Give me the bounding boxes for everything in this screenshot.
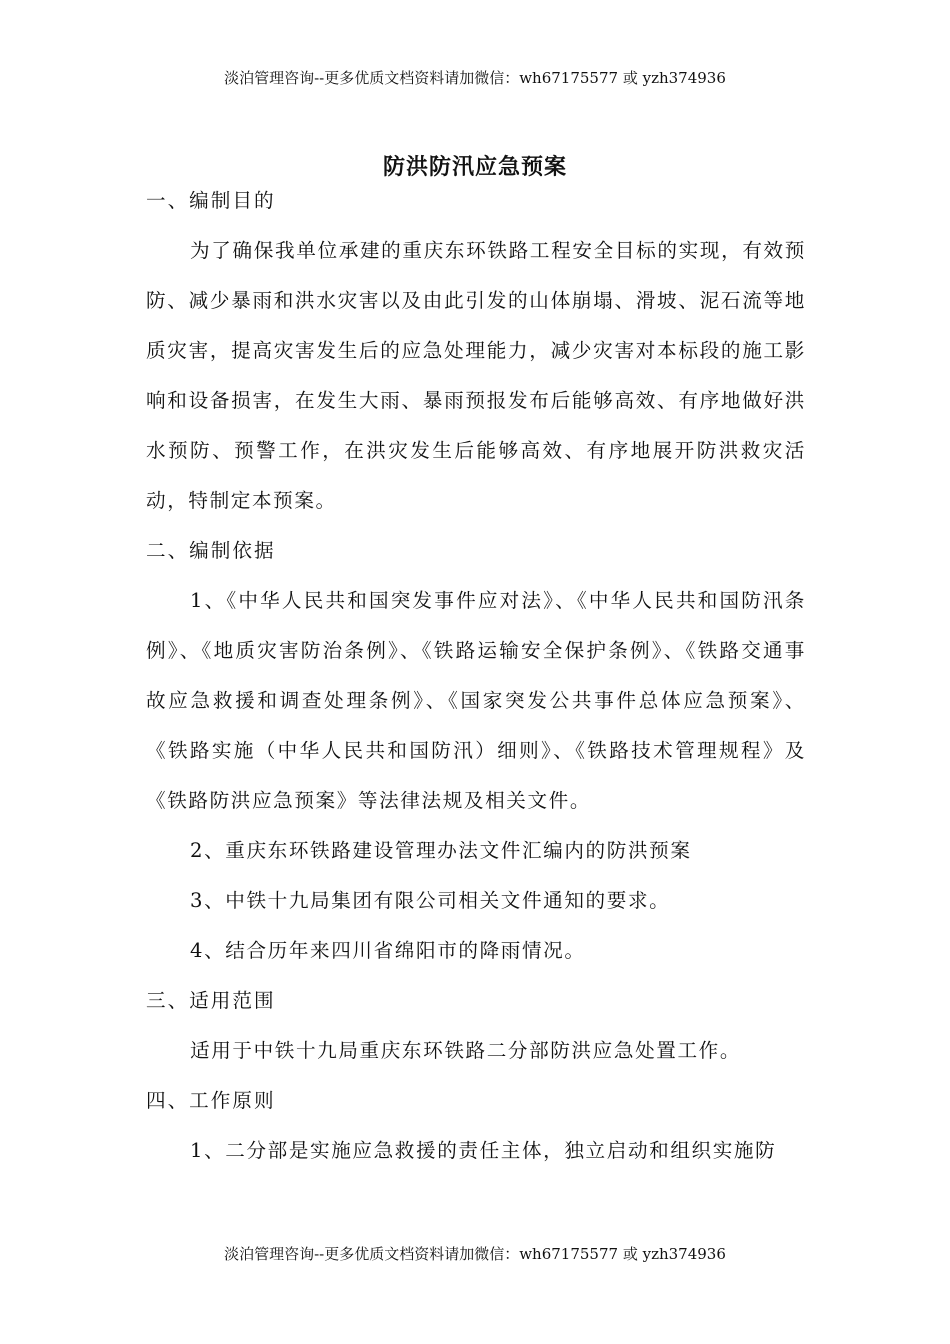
- basis-item: 1、《中华人民共和国突发事件应对法》、《中华人民共和国防汛条例》、《地质灾害防治条例》、《铁路运输安全保护条例》、《铁路交通事故应急救援和调查处理条例》、《国家突发公共事件总体应急预案》、《铁路实施（中华人民共和国防汛）细则》、《铁路技术管理规程》及《铁路防洪应急预案》等法律法规及相关文件。: [146, 589, 806, 812]
- document-title: 防洪防汛应急预案: [382, 153, 567, 180]
- document-body: [146, 176, 806, 1176]
- scope-paragraph: 适用于中铁十九局重庆东环铁路二分部防洪应急处置工作。: [190, 1039, 742, 1062]
- basis-item: 2、重庆东环铁路建设管理办法文件汇编内的防洪预案: [190, 839, 692, 862]
- purpose-paragraph: 为了确保我单位承建的重庆东环铁路工程安全目标的实现，有效预防、减少暴雨和洪水灾害以及由此引发的山体崩塌、滑坡、泥石流等地质灾害，提高灾害发生后的应急处理能力，减少灾害对本标段的施工影响和设备损害，在发生大雨、暴雨预报发布后能够高效、有序地做好洪水预防、预警工作，在洪灾发生后能够高效、有序地展开防洪救灾活动，特制定本预案。: [146, 239, 806, 512]
- section-heading-purpose: 一、编制目的: [146, 189, 276, 212]
- principle-item: 1、二分部是实施应急救援的责任主体，独立启动和组织实施防: [190, 1139, 777, 1162]
- section-heading-basis: 二、编制依据: [146, 539, 276, 562]
- basis-item: 3、中铁十九局集团有限公司相关文件通知的要求。: [190, 889, 671, 912]
- page-footer: 淡泊管理咨询--更多优质文档资料请加微信：wh67175577 或 yzh374936: [224, 1245, 726, 1263]
- page-header: 淡泊管理咨询--更多优质文档资料请加微信：wh67175577 或 yzh374936: [224, 69, 726, 87]
- section-heading-scope: 三、适用范围: [146, 989, 276, 1012]
- section-heading-principles: 四、工作原则: [146, 1089, 276, 1112]
- basis-item: 4、结合历年来四川省绵阳市的降雨情况。: [190, 939, 586, 962]
